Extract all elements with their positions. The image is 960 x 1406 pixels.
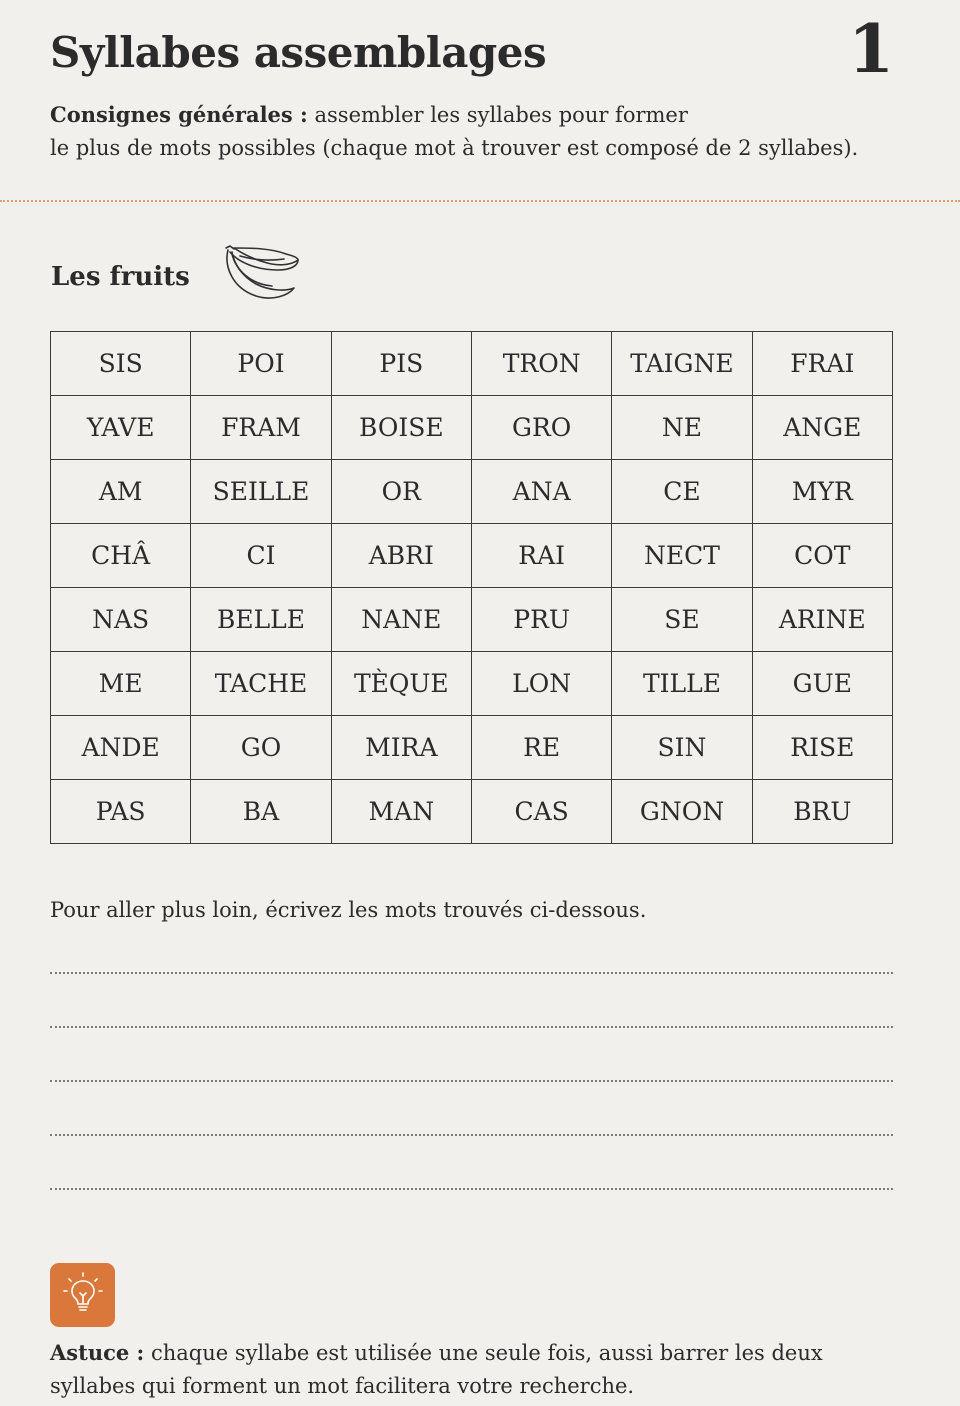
- syllable-cell[interactable]: TACHE: [191, 652, 331, 716]
- syllable-cell[interactable]: TAIGNE: [612, 332, 752, 396]
- syllable-cell[interactable]: SEILLE: [191, 460, 331, 524]
- syllable-cell[interactable]: MIRA: [331, 716, 471, 780]
- grid-row: [51, 652, 893, 716]
- syllable-cell[interactable]: MYR: [752, 460, 892, 524]
- syllable-cell[interactable]: GUE: [752, 652, 892, 716]
- syllable-cell[interactable]: TRON: [471, 332, 611, 396]
- instructions: [50, 98, 910, 165]
- syllable-cell[interactable]: ABRI: [331, 524, 471, 588]
- instructions-line2: le plus de mots possibles (chaque mot à trouver est composé de 2 syllabes).: [50, 136, 859, 160]
- syllable-cell[interactable]: CI: [191, 524, 331, 588]
- syllable-cell[interactable]: BELLE: [191, 588, 331, 652]
- syllable-grid: [50, 331, 893, 844]
- grid-row: [51, 332, 893, 396]
- syllable-cell[interactable]: GRO: [471, 396, 611, 460]
- answer-line-4[interactable]: [50, 1134, 893, 1136]
- further-instructions: Pour aller plus loin, écrivez les mots trouvés ci-dessous.: [50, 898, 647, 922]
- syllable-cell[interactable]: CAS: [471, 780, 611, 844]
- syllable-cell[interactable]: YAVE: [51, 396, 191, 460]
- syllable-cell[interactable]: SIS: [51, 332, 191, 396]
- syllable-cell[interactable]: CE: [612, 460, 752, 524]
- syllable-cell[interactable]: NANE: [331, 588, 471, 652]
- syllable-cell[interactable]: TILLE: [612, 652, 752, 716]
- instructions-label: Consignes générales :: [50, 102, 308, 127]
- syllable-cell[interactable]: GO: [191, 716, 331, 780]
- tip-text: [50, 1336, 900, 1403]
- tip-body: chaque syllabe est utilisée une seule fois, aussi barrer les deux syllabes qui forment un mot facilitera votre recherche.: [50, 1341, 823, 1398]
- syllable-cell[interactable]: PAS: [51, 780, 191, 844]
- syllable-cell[interactable]: RE: [471, 716, 611, 780]
- instructions-line1: assembler les syllabes pour former: [314, 103, 688, 127]
- syllable-cell[interactable]: BOISE: [331, 396, 471, 460]
- answer-line-3[interactable]: [50, 1080, 893, 1082]
- answer-line-5[interactable]: [50, 1188, 893, 1190]
- grid-row: [51, 716, 893, 780]
- tip-badge: [50, 1263, 115, 1327]
- section-title: Les fruits: [51, 262, 190, 292]
- page-title: Syllabes assemblages: [50, 28, 547, 77]
- syllable-cell[interactable]: RAI: [471, 524, 611, 588]
- syllable-cell[interactable]: AM: [51, 460, 191, 524]
- syllable-cell[interactable]: ME: [51, 652, 191, 716]
- answer-line-1[interactable]: [50, 972, 893, 974]
- syllable-cell[interactable]: NAS: [51, 588, 191, 652]
- grid-row: [51, 524, 893, 588]
- syllable-cell[interactable]: BA: [191, 780, 331, 844]
- grid-row: [51, 588, 893, 652]
- syllable-cell[interactable]: FRAI: [752, 332, 892, 396]
- syllable-cell[interactable]: OR: [331, 460, 471, 524]
- syllable-cell[interactable]: CHÂ: [51, 524, 191, 588]
- syllable-cell[interactable]: POI: [191, 332, 331, 396]
- syllable-cell[interactable]: ANGE: [752, 396, 892, 460]
- lightbulb-icon: [61, 1271, 105, 1319]
- syllable-cell[interactable]: ARINE: [752, 588, 892, 652]
- syllable-cell[interactable]: PRU: [471, 588, 611, 652]
- grid-row: [51, 396, 893, 460]
- syllable-cell[interactable]: NECT: [612, 524, 752, 588]
- syllable-cell[interactable]: RISE: [752, 716, 892, 780]
- syllable-cell[interactable]: SE: [612, 588, 752, 652]
- syllable-cell[interactable]: PIS: [331, 332, 471, 396]
- syllable-cell[interactable]: FRAM: [191, 396, 331, 460]
- banana-icon: [220, 244, 302, 308]
- syllable-cell[interactable]: LON: [471, 652, 611, 716]
- page-number: 1: [848, 10, 894, 88]
- answer-line-2[interactable]: [50, 1026, 893, 1028]
- syllable-cell[interactable]: MAN: [331, 780, 471, 844]
- grid-row: [51, 780, 893, 844]
- syllable-cell[interactable]: ANDE: [51, 716, 191, 780]
- syllable-cell[interactable]: SIN: [612, 716, 752, 780]
- syllable-cell[interactable]: COT: [752, 524, 892, 588]
- syllable-cell[interactable]: GNON: [612, 780, 752, 844]
- syllable-cell[interactable]: TÈQUE: [331, 652, 471, 716]
- syllable-cell[interactable]: ANA: [471, 460, 611, 524]
- tip-label: Astuce :: [50, 1340, 145, 1365]
- syllable-cell[interactable]: BRU: [752, 780, 892, 844]
- syllable-cell[interactable]: NE: [612, 396, 752, 460]
- grid-row: [51, 460, 893, 524]
- dotted-separator: [0, 200, 960, 202]
